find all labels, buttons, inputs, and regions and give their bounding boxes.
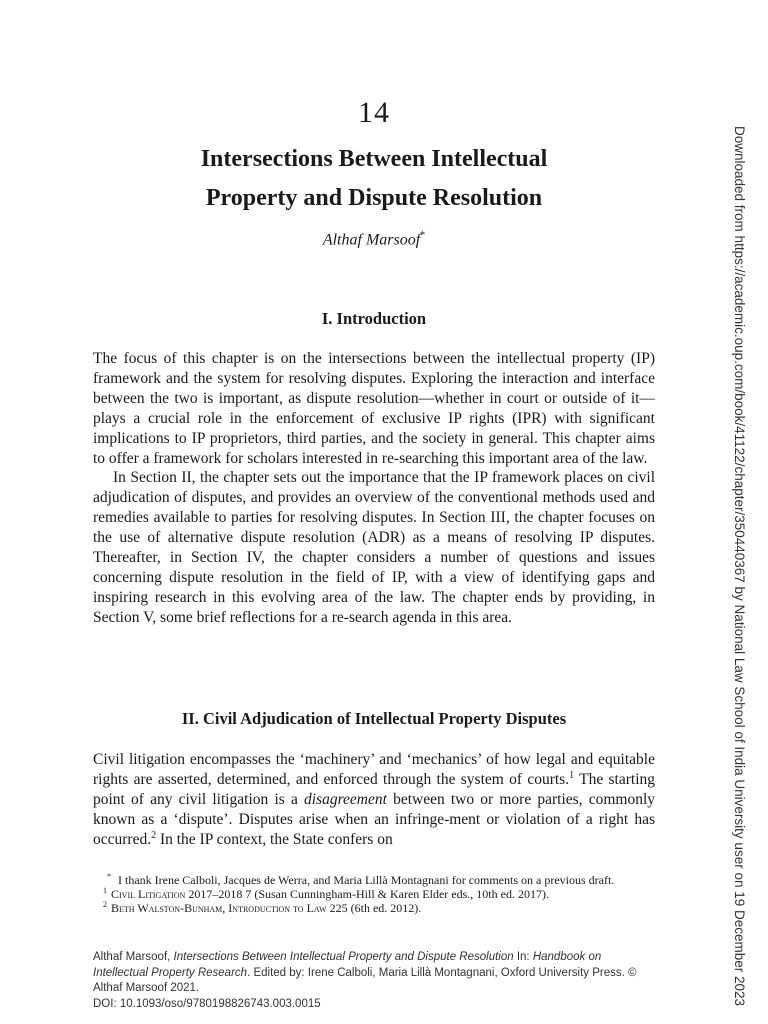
introduction-paragraph-1: The focus of this chapter is on the intersections between the intellectual property (IP) framework and the system for resolving disputes. Exploring the interaction and interface between the two is important, as dispute resolution—whether in court or outside of it—plays a crucial role in the enforcement of exclusive IP rights (IPR) with significant implications to IP proprietors, third parties, and the society in general. This chapter aims to offer a framework for scholars interested in re-searching this important area of the law. bbox=[93, 350, 655, 467]
author-name bbox=[0, 230, 748, 249]
chapter-title-line2: Property and Dispute Resolution bbox=[205, 185, 543, 211]
introduction-paragraph-2: In Section II, the chapter sets out the importance that the IP framework places on civil adjudication of disputes, and provides an overview of the conventional methods used and remedies available to parties for resolving disputes. In Section III, the chapter focuses on the use of alternative dispute resolution (ADR) as a means of resolving IP disputes. Thereafter, in Section IV, the chapter considers a number of questions and issues concerning dispute resolution in the field of IP, with a view of identifying gaps and inspiring research in this evolving area of the law. The chapter ends by providing, in Section V, some brief reflections for a re-search agenda in this area. bbox=[93, 469, 655, 626]
introduction-body bbox=[93, 349, 655, 628]
civil-adjudication-body bbox=[93, 750, 655, 850]
citation-chapter-title: Intersections Between Intellectual Property and Dispute Resolution bbox=[173, 951, 514, 963]
download-watermark: Downloaded from https://academic.oup.com/book/41122/chapter/350440367 by National Law School of India University user on 19 December 2023 bbox=[732, 126, 747, 1007]
chapter-title bbox=[0, 140, 748, 218]
text-run: The starting point of any civil litigation is a bbox=[93, 770, 656, 808]
text-run: Civil litigation encompasses the ‘machinery’ and ‘mechanics’ of how legal and equitable rights are asserted, determined, and enforced through the system of courts. bbox=[93, 751, 655, 788]
footnote-star bbox=[93, 873, 655, 887]
author-text: Althaf Marsoof bbox=[322, 231, 421, 249]
footnote-2-source: Beth Walston-Bunham, Introduction to Law bbox=[111, 901, 327, 916]
footnote-1-source: Civil Litigation 2017–2018 bbox=[111, 887, 243, 902]
citation-editors: . Edited by: Irene Calboli, Maria Lillà Montagnani, Oxford University Press. © Althaf Marsoof 2021. bbox=[93, 966, 637, 994]
footnote-2 bbox=[93, 901, 655, 915]
text-run: between two or more parties, commonly known as a ‘dispute’. Disputes arise when an infringe-ment or violation of a right has occurred. bbox=[93, 790, 655, 848]
citation-in: In: bbox=[513, 951, 533, 963]
chapter-number: 14 bbox=[358, 96, 390, 129]
chapter-title-line1: Intersections Between Intellectual bbox=[200, 146, 548, 172]
footnote-2-detail: 225 (6th ed. 2012). bbox=[326, 901, 422, 916]
footnote-1-number: 1 bbox=[103, 886, 107, 896]
footnote-ref-1[interactable]: 1 bbox=[569, 769, 575, 781]
footnote-1 bbox=[93, 887, 655, 901]
section-heading-introduction: I. Introduction bbox=[321, 309, 427, 328]
footnote-ref-2[interactable]: 2 bbox=[151, 829, 157, 841]
footnote-1-detail: 7 (Susan Cunningham-Hill & Karen Elder eds., 10th ed. 2017). bbox=[242, 887, 549, 902]
footnotes bbox=[93, 873, 655, 916]
citation-block bbox=[93, 950, 653, 1012]
footnote-2-number: 2 bbox=[103, 900, 107, 910]
emphasis-disagreement: disagreement bbox=[303, 790, 387, 808]
footnote-star-mark: * bbox=[107, 872, 111, 881]
section-heading-civil-adjudication: II. Civil Adjudication of Intellectual Property Disputes bbox=[181, 709, 567, 728]
citation-author: Althaf Marsoof, bbox=[93, 951, 174, 963]
citation-book-title: Handbook on Intellectual Property Research bbox=[93, 951, 602, 979]
footnote-star-text: I thank Irene Calboli, Jacques de Werra, and Maria Lillà Montagnani for comments on a previous draft. bbox=[115, 873, 615, 887]
civil-adjudication-paragraph-1 bbox=[93, 750, 655, 850]
author-footnote-mark[interactable]: * bbox=[420, 230, 426, 241]
citation-doi[interactable]: DOI: 10.1093/oso/9780198826743.003.0015 bbox=[93, 997, 321, 1010]
text-run: In the IP context, the State confers on bbox=[156, 830, 393, 848]
